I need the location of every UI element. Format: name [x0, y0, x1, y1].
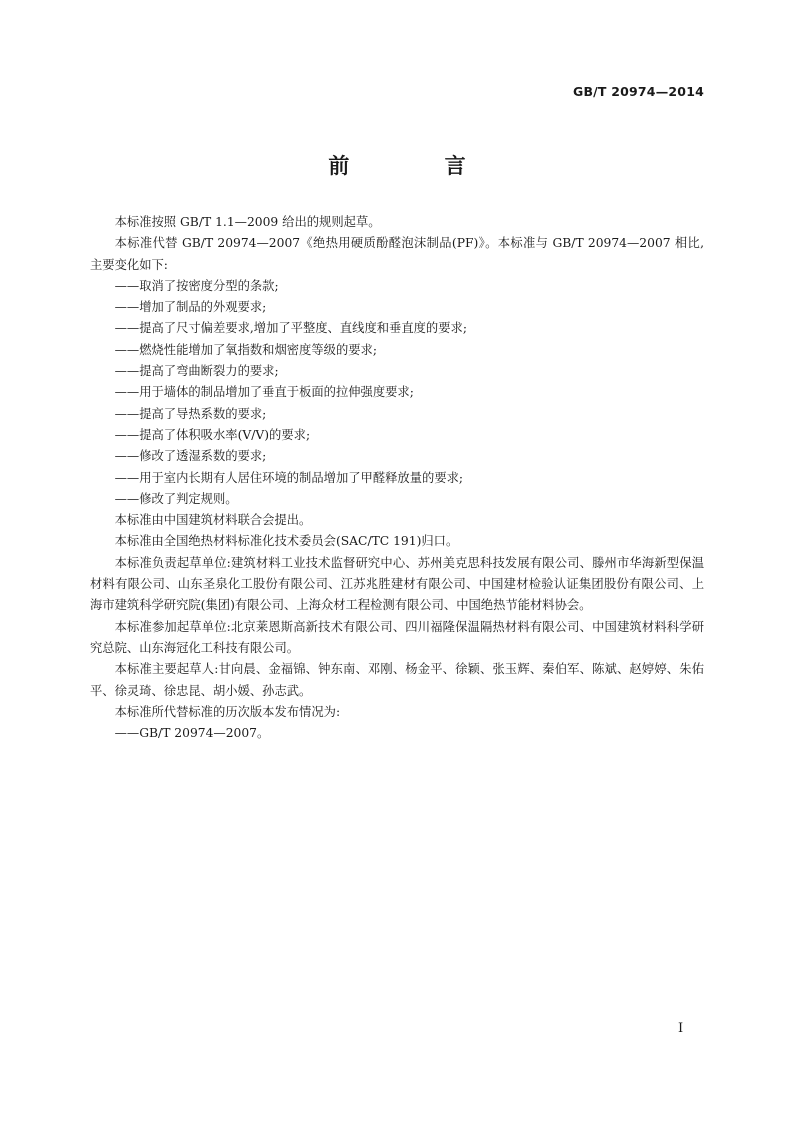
list-item: ——增加了制品的外观要求;	[114, 300, 267, 315]
list-item: ——提高了尺寸偏差要求,增加了平整度、直线度和垂直度的要求;	[114, 321, 467, 336]
paragraph-lead-drafters: 本标准负责起草单位:建筑材料工业技术监督研究中心、苏州美克思科技发展有限公司、滕州市华海新型保温材料有限公司、山东圣泉化工股份有限公司、江苏兆胜建材有限公司、中国建材检验认证集团股份有限公司、上海市建筑科学研究院(集团)有限公司、上海众材工程检测有限公司、中国绝热节能材料协会。	[90, 555, 704, 613]
paragraph-participating-drafters: 本标准参加起草单位:北京莱恩斯高新技术有限公司、四川福隆保温隔热材料有限公司、中国建筑材料科学研究总院、山东海冠化工科技有限公司。	[90, 619, 704, 655]
list-item: ——提高了弯曲断裂力的要求;	[114, 364, 279, 379]
changes-list	[90, 276, 704, 510]
page-title: 前 言	[328, 154, 510, 178]
list-item: ——燃烧性能增加了氧指数和烟密度等级的要求;	[114, 342, 377, 357]
paragraph-drafting-rules: 本标准按照 GB/T 1.1—2009 给出的规则起草。	[114, 215, 381, 229]
list-item: ——修改了判定规则。	[114, 491, 238, 506]
paragraph-proposer: 本标准由中国建筑材料联合会提出。	[114, 513, 312, 528]
list-item: ——提高了导热系数的要求;	[114, 406, 267, 421]
page-number: I	[678, 1021, 684, 1036]
list-item: ——提高了体积吸水率(V/V)的要求;	[114, 427, 311, 442]
list-item: ——GB/T 20974—2007。	[114, 726, 270, 741]
list-item: ——取消了按密度分型的条款;	[114, 278, 279, 293]
paragraph-main-authors: 本标准主要起草人:甘向晨、金福锦、钟东南、邓刚、杨金平、徐颖、张玉辉、秦伯军、陈斌、赵婷婷、朱佑平、徐灵琦、徐忠昆、胡小媛、孙志武。	[90, 662, 704, 698]
paragraph-replacement: 本标准代替 GB/T 20974—2007《绝热用硬质酚醛泡沫制品(PF)》。本标准与 GB/T 20974—2007 相比,主要变化如下:	[90, 236, 704, 272]
document-body	[90, 212, 704, 744]
paragraph-history-intro: 本标准所代替标准的历次版本发布情况为:	[114, 704, 341, 719]
list-item: ——修改了透湿系数的要求;	[114, 449, 267, 464]
list-item: ——用于室内长期有人居住环境的制品增加了甲醛释放量的要求;	[114, 470, 464, 485]
standard-code: GB/T 20974—2014	[572, 84, 704, 99]
paragraph-committee: 本标准由全国绝热材料标准化技术委员会(SAC/TC 191)归口。	[114, 534, 459, 549]
list-item: ——用于墙体的制品增加了垂直于板面的拉伸强度要求;	[114, 385, 414, 400]
